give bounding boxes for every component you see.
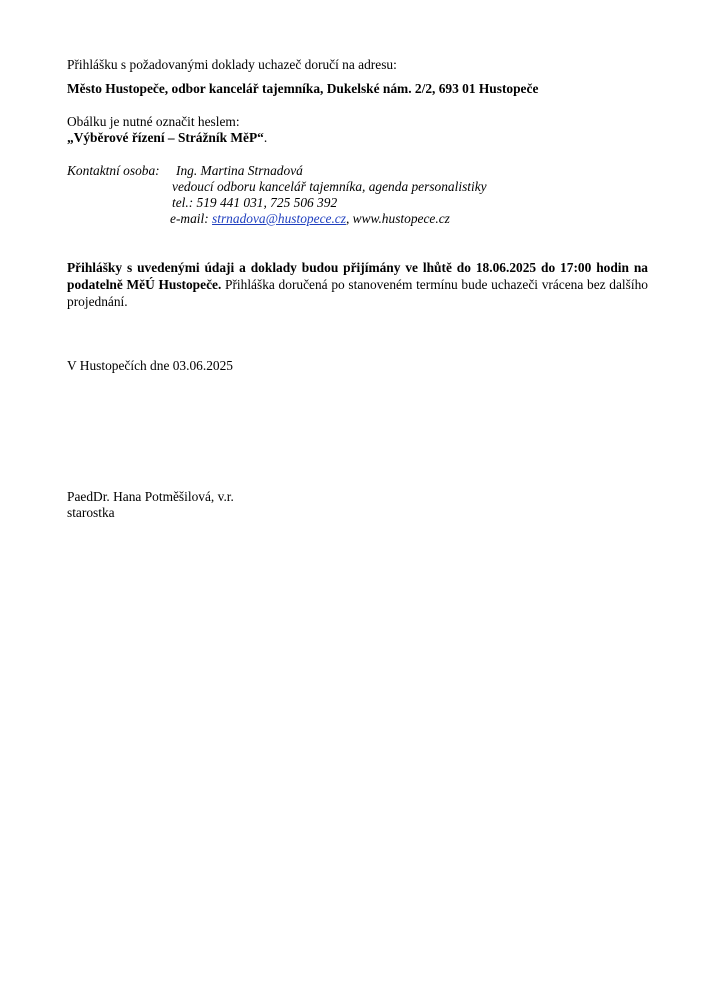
envelope-password: „Výběrové řízení – Strážník MěP“ (67, 130, 264, 145)
signature-title: starostka (67, 505, 115, 520)
envelope-period: . (263, 130, 268, 145)
email-link[interactable]: strnadova@hustopece.cz (212, 211, 346, 226)
intro-line: Přihlášku s požadovanými doklady uchazeč doručí na adresu: (67, 57, 397, 72)
email-prefix: e-mail: (170, 211, 213, 226)
deadline-paragraph (67, 259, 648, 310)
contact-phone: tel.: 519 441 031, 725 506 392 (172, 195, 338, 210)
web-address: , www.hustopece.cz (345, 211, 450, 226)
contact-email-line (170, 211, 450, 227)
envelope-password-line (67, 130, 267, 146)
contact-role: vedoucí odboru kancelář tajemníka, agenda personalistiky (172, 179, 487, 194)
deadline-normal: Přihláška doručená po stanoveném termínu bude uchazeči vrácena bez dalšího projednání. (67, 277, 648, 309)
address-line: Město Hustopeče, odbor kancelář tajemníka, Dukelské nám. 2/2, 693 01 Hustopeče (67, 81, 539, 96)
signature-name: PaedDr. Hana Potměšilová, v.r. (67, 489, 234, 504)
contact-name: Ing. Martina Strnadová (176, 163, 303, 178)
place-date: V Hustopečích dne 03.06.2025 (67, 358, 233, 373)
envelope-line: Obálku je nutné označit heslem: (67, 114, 240, 129)
deadline-bold: Přihlášky s uvedenými údaji a doklady budou přijímány ve lhůtě do 18.06.2025 do 17:00 hodin na podatelně MěÚ Hustopeče. (67, 260, 648, 292)
contact-label: Kontaktní osoba: (67, 163, 160, 178)
